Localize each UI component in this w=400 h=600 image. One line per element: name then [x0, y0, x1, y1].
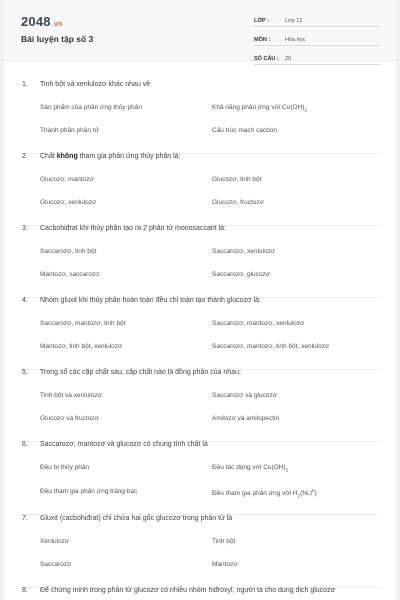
worksheet-header	[4, 0, 396, 61]
answer-option-c[interactable]: Đều tham gia phản ứng tráng bạc	[40, 488, 138, 495]
question-text: 6. Saccarozơ, mantozơ và glucozơ có chung tính chất là	[22, 441, 208, 448]
answer-option-d[interactable]: Saccarozơ, mantozơ, tinh bột, xenlulozơ	[212, 343, 330, 350]
answer-option-a[interactable]: Đều bị thủy phân	[40, 464, 90, 471]
answer-option-d[interactable]: Cấu trúc mạch cacbon	[212, 127, 278, 134]
answer-option-d[interactable]: Mantozơ	[212, 561, 238, 568]
answer-option-a[interactable]: Sản phẩm của phản ứng thủy phân	[40, 104, 142, 111]
answer-option-c[interactable]: Saccarozơ	[40, 561, 72, 568]
answer-option-d[interactable]: Amilozơ và amilopectin	[212, 415, 280, 422]
answer-option-c[interactable]: Mantozơ, saccarozơ	[40, 271, 100, 278]
answer-option-c[interactable]: Glucozơ, xenlulozơ	[40, 199, 97, 206]
site-logo[interactable]: 2048.vn	[21, 14, 63, 29]
answer-option-d[interactable]: Saccarozơ, glucozơ	[212, 271, 271, 278]
meta-row-question-count: SỐ CÂU : 20	[254, 50, 380, 65]
question-text: 5. Trong số các cặp chất sau, cặp chất nào là đồng phân của nhau:	[22, 369, 241, 376]
answer-option-b[interactable]: Saccarozơ, xenlulozơ	[212, 248, 276, 255]
answer-option-c[interactable]: Glucozơ và fructozơ	[40, 415, 99, 422]
question-text: 1. Tinh bột và xenlulozơ khác nhau về	[22, 81, 151, 88]
answer-option-a[interactable]: Glucozơ, mantozơ	[40, 176, 94, 183]
question-text: 2. Chất không tham gia phản ứng thủy phân là:	[22, 153, 181, 160]
answer-option-d[interactable]: Đều tham gia phản ứng với $H_2(Ni,t^0)$	[212, 488, 317, 499]
answer-option-b[interactable]: Khả năng phản ứng với $Cu(OH)_2$	[212, 104, 307, 113]
worksheet-page	[4, 0, 396, 600]
answer-option-b[interactable]: Saccarozơ và glucozơ	[212, 392, 277, 399]
answer-option-c[interactable]: Mantozơ, tinh bột, xenlulozơ	[40, 343, 123, 350]
page-title: Bài luyện tập số 3	[21, 34, 94, 44]
question-text: 3. Cacbohiđrat khi thủy phân tạo ra 2 phân tử monosaccarit là:	[22, 225, 227, 232]
answer-option-b[interactable]: Saccarozơ, mantozơ, xenlulozơ	[212, 320, 305, 327]
question-text: 7. Gluxit (cacbohiđrat) chỉ chứa hai gốc glucozơ trong phân tử là	[22, 515, 233, 522]
answer-option-a[interactable]: Saccarozơ, tinh bột	[40, 248, 97, 255]
answer-option-b[interactable]: Đều tác dụng với $Cu(OH)_2$	[212, 464, 289, 473]
answer-option-a[interactable]: Xenlulozơ	[40, 538, 70, 545]
answer-option-a[interactable]: Saccarozơ, mantozơ, tinh bột	[40, 320, 126, 327]
question-text: 4. Nhóm gluxit khi thủy phân hoàn toàn đều chỉ toàn tạo thành glucozơ là:	[22, 297, 261, 304]
answer-option-c[interactable]: Thành phần phân tử	[40, 127, 99, 134]
answer-option-b[interactable]: Tinh bột	[212, 538, 236, 545]
question-text: 8. Để chứng minh trong phân tử glucozơ có nhiều nhóm hiđroxyl, người ta cho dung dịch glucozơ	[22, 587, 336, 594]
meta-row-subject: MÔN : Hóa học	[254, 31, 380, 46]
answer-option-a[interactable]: Tinh bột và xenlulozơ	[40, 392, 102, 399]
answer-option-b[interactable]: Glucozơ, tinh bột	[212, 176, 262, 183]
meta-row-class: LỚP : Lớp 12	[254, 12, 380, 27]
answer-option-d[interactable]: Glucozơ, fructozơ	[212, 199, 264, 206]
worksheet-meta	[254, 12, 380, 69]
